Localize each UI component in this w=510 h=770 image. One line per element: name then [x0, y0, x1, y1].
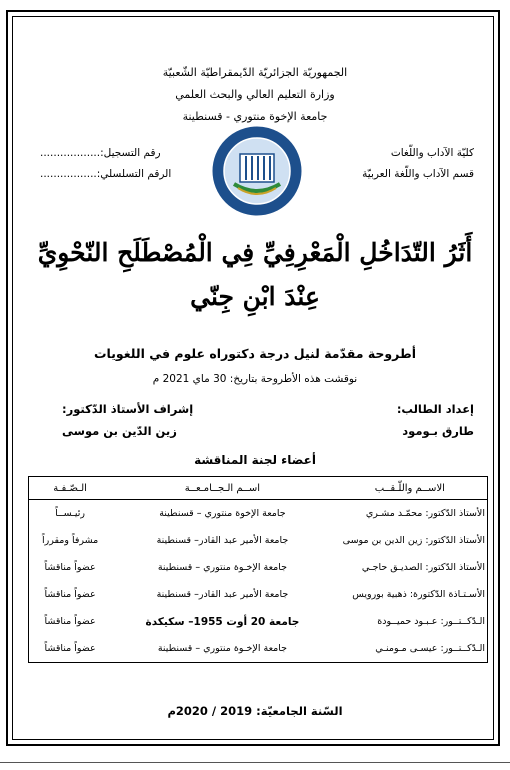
header-university: اســم الـجــامـعــة: [111, 477, 333, 500]
academic-year: السّنة الجامعيّة: 2019 / 2020م: [167, 704, 343, 718]
university-logo: [210, 124, 304, 218]
member-name: الأستاذ الدّكتور: محمّـد مشـري: [365, 508, 485, 519]
member-role: رئيـســاً: [55, 508, 85, 519]
header-role: الـصّـفـة: [29, 477, 112, 500]
committee-title: أعضاء لجنة المناقشة: [194, 453, 316, 467]
member-university: جامعة الإخـوة منتوري – قسنطينة: [157, 562, 288, 573]
committee-table: [28, 476, 488, 663]
defense-date: نوقشت هذه الأطروحة بتاريخ: 30 ماي 2021 م: [152, 373, 358, 385]
student-label: إعداد الطالب:: [396, 402, 474, 416]
table-row: [29, 527, 488, 554]
committee-header-row: [29, 477, 488, 500]
department-name: قسم الآداب واللّغة العربيّة: [362, 168, 474, 180]
registration-number: رقم التسجيل:..................: [40, 147, 161, 159]
member-name: الأسـتـاذة الدّكتورة: ذهبية بورويس: [352, 589, 485, 600]
thesis-title-line2: عِنْدَ ابْنِ جِنّي: [190, 282, 320, 311]
member-name: الأستاذ الدّكتور: زين الدين بن موسى: [342, 535, 485, 546]
table-row: [29, 554, 488, 581]
table-row: [29, 581, 488, 608]
member-name: الأستاذ الدّكتور: الصديـق حاجـي: [361, 562, 485, 573]
supervisor-label: إشراف الأستاذ الدّكتور:: [62, 402, 194, 416]
table-row: [29, 500, 488, 528]
serial-number: الرقم التسلسلي:.................: [40, 168, 172, 180]
member-name: الـدّكــتــور: عيسـى مـومنـي: [375, 643, 485, 654]
member-university: جامعة الأمير عبد القادر– قسنطينة: [156, 589, 289, 600]
header-name: الاســم واللّـقــب: [334, 477, 488, 500]
faculty-name: كليّة الآداب واللّغات: [390, 147, 474, 159]
table-row: [29, 608, 488, 635]
member-university: جامعة الإخوة منتوري – قسنطينة: [159, 508, 286, 519]
member-role: عضواً مناقشاً: [44, 589, 96, 600]
member-role: عضواً مناقشاً: [44, 562, 96, 573]
bottom-divider: [0, 762, 510, 763]
member-name: الـدّكــتــور: عـبـود حميــودة: [377, 616, 485, 627]
member-university: جامعة 20 أوت 1955– سكيكدة: [145, 615, 300, 628]
supervisor-name: زين الدّين بن موسى: [62, 424, 177, 438]
ministry-name: وزارة التعليم العالي والبحث العلمي: [175, 88, 335, 101]
table-row: [29, 635, 488, 663]
member-role: مشرفاً ومقرراً: [41, 535, 99, 546]
student-name: طارق بـومود: [402, 424, 474, 438]
member-role: عضواً مناقشاً: [44, 643, 96, 654]
member-university: جامعة الأمير عبد القادر– قسنطينة: [156, 535, 289, 546]
university-name: جامعة الإخوة منتوري - قسنطينة: [182, 110, 328, 123]
thesis-title-line1: أَثَرُ التّدَاخُلِ الْمَعْرِفِيِّ فِي الْمُصْطَلَحِ النّحْوِيِّ: [37, 238, 473, 267]
member-university: جامعة الإخـوة منتوري – قسنطينة: [157, 643, 288, 654]
republic-name: الجمهوريّة الجزائريّة الدّيمقراطيّة الشّعبيّة: [162, 66, 348, 79]
thesis-subtitle: أطروحة مقدّمة لنيل درجة دكتوراه علوم في اللغويات: [93, 346, 417, 361]
member-role: عضواً مناقشاً: [44, 616, 96, 627]
